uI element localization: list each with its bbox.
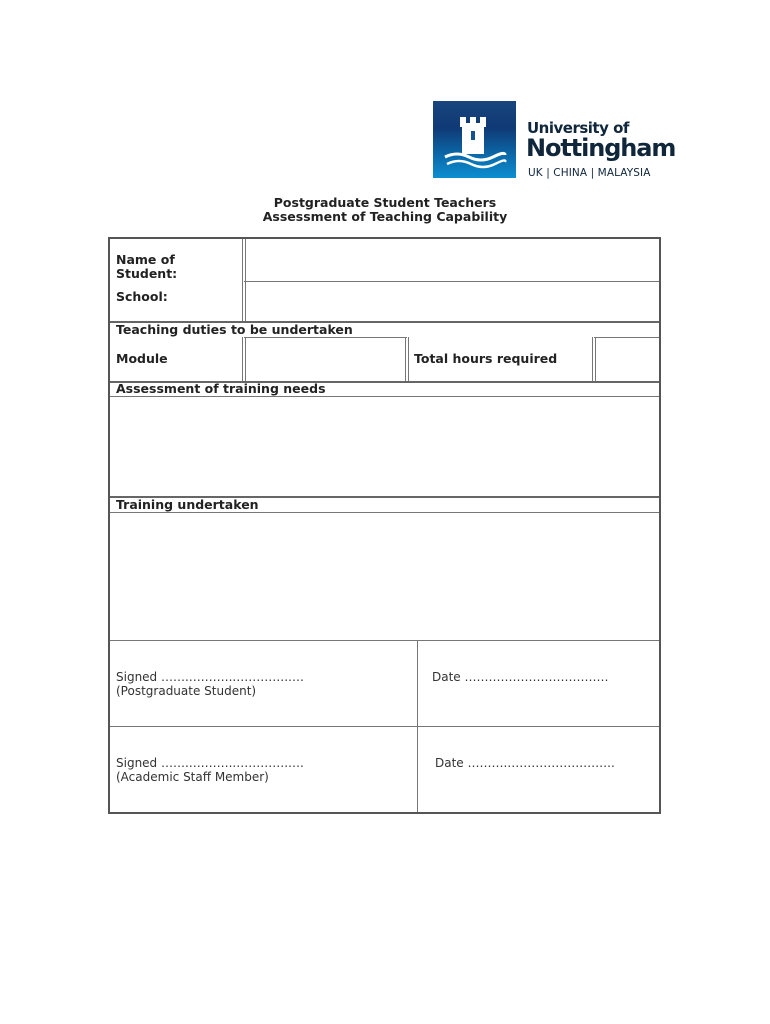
name-of-student-label: Name of Student:: [116, 252, 178, 281]
school-label: School:: [116, 289, 168, 304]
divider-label-column: [242, 239, 246, 321]
divider-signature-column: [417, 640, 418, 812]
divider-hours-label-column: [405, 337, 409, 381]
staff-signature-role: (Academic Staff Member): [116, 770, 269, 784]
assessment-form: [108, 237, 661, 814]
staff-date-line[interactable]: Date ……….……………….……..: [435, 756, 615, 770]
divider-module-column: [242, 337, 246, 381]
module-field[interactable]: [248, 340, 403, 379]
university-logo: [433, 101, 676, 179]
form-title: Postgraduate Student Teachers: [273, 195, 497, 210]
assessment-of-training-needs-field[interactable]: [112, 399, 655, 494]
castle-crest-icon: [433, 101, 516, 178]
assessment-heading: Assessment of training needs: [116, 381, 326, 396]
teaching-duties-heading: Teaching duties to be undertaken: [116, 322, 353, 337]
training-heading: Training undertaken: [116, 497, 259, 512]
student-name-field[interactable]: [248, 241, 655, 279]
divider-signatures: [110, 640, 659, 641]
total-hours-label: Total hours required: [414, 351, 558, 366]
divider-hours-value-column: [592, 337, 596, 381]
module-label: Module: [116, 351, 168, 366]
logo-text-university-of: University of: [527, 119, 629, 137]
divider-staff-signature: [110, 726, 659, 727]
total-hours-field[interactable]: [598, 340, 655, 379]
student-signature-role: (Postgraduate Student): [116, 684, 257, 698]
training-undertaken-field[interactable]: [112, 515, 655, 638]
student-signature-line[interactable]: Signed …….….……..………….….: [116, 670, 304, 684]
divider-module-top: [244, 337, 407, 338]
divider-hours-top: [594, 337, 659, 338]
divider-name-school: [244, 281, 659, 282]
logo-text-campuses: UK | CHINA | MALAYSIA: [528, 167, 651, 179]
staff-signature-line[interactable]: Signed …….….……..………….….: [116, 756, 304, 770]
student-date-line[interactable]: Date ………………………………: [432, 670, 609, 684]
divider-training-body: [110, 512, 659, 513]
school-field[interactable]: [248, 284, 655, 319]
logo-text-nottingham: Nottingham: [526, 134, 676, 162]
form-subtitle: Assessment of Teaching Capability: [262, 209, 508, 224]
divider-assessment-body: [110, 396, 659, 397]
